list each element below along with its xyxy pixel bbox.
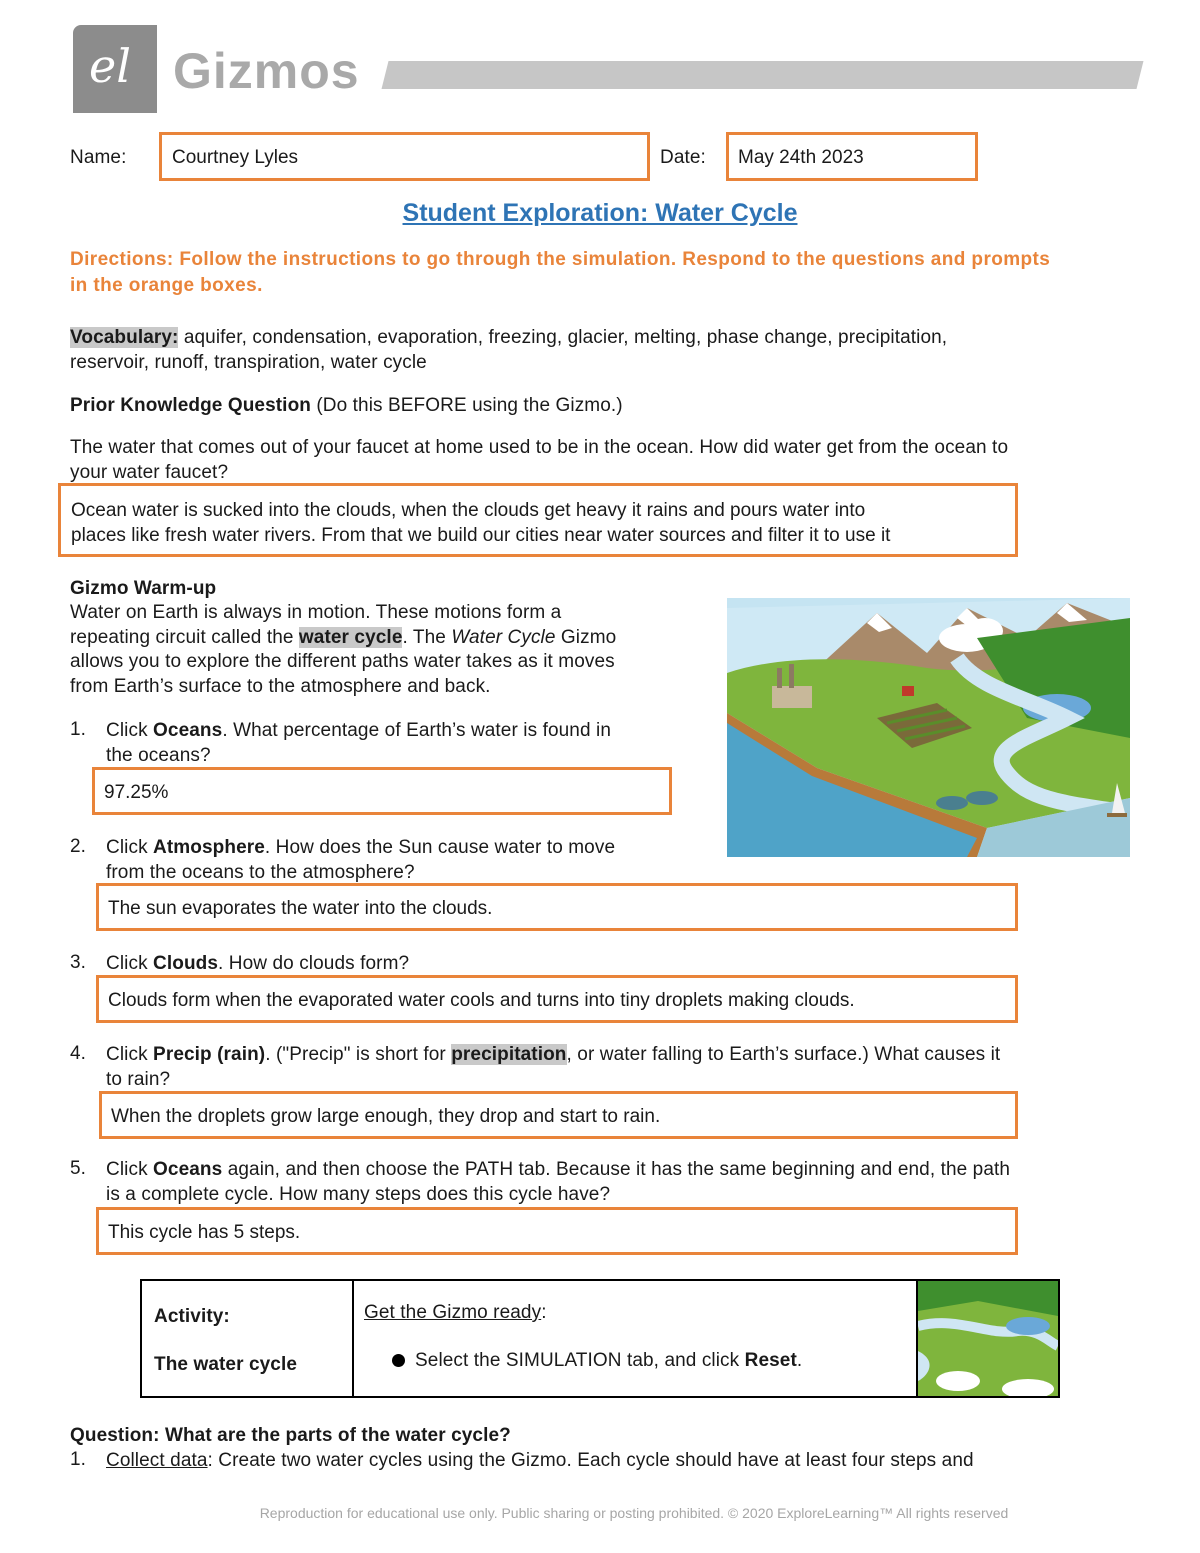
prior-answer-box[interactable] <box>58 483 1018 557</box>
q1-bold: Oceans <box>153 720 223 741</box>
activity-thumbnail <box>918 1281 1058 1396</box>
date-label: Date: <box>660 147 706 168</box>
warmup-line3: allows you to explore the different paths water takes as it moves <box>70 651 615 672</box>
q3-post: . How do clouds form? <box>218 953 410 974</box>
warmup-paragraph <box>70 601 710 699</box>
prior-answer <box>71 499 890 548</box>
q3-bold: Clouds <box>153 953 219 974</box>
q4-mid: . ("Precip" is short for <box>265 1044 452 1065</box>
q2-number: 2. <box>70 836 86 857</box>
q4-bold: Precip (rain) <box>153 1044 266 1065</box>
bullet-dot <box>392 1354 405 1367</box>
q1-line2: the oceans? <box>106 744 211 766</box>
q1-pre: Click <box>106 720 154 741</box>
directions: Directions: Follow the instructions to go through the simulation. Respond to the questions and prompts in the orange boxes. <box>70 249 1051 296</box>
brand-name: Gizmos <box>173 43 360 99</box>
name-field[interactable] <box>159 132 650 181</box>
activity-name: The water cycle <box>154 1354 298 1375</box>
prior-question-line1: The water that comes out of your faucet at home used to be in the ocean. How did water get from the ocean to <box>70 437 1009 458</box>
q3-pre: Click <box>106 953 154 974</box>
q3-text <box>106 952 1006 977</box>
logo-mark-text: el <box>89 39 131 93</box>
prior-heading-row <box>70 394 623 419</box>
warmup-heading: Gizmo Warm-up <box>70 578 217 599</box>
prior-question <box>70 436 1150 485</box>
ready-colon: : <box>541 1302 547 1323</box>
warmup-italic: Water Cycle <box>451 626 556 648</box>
warmup-line4: from Earth’s surface to the atmosphere and back. <box>70 675 491 697</box>
ready-heading: Get the Gizmo ready <box>364 1302 542 1323</box>
activity-label: Activity: <box>154 1306 230 1327</box>
bullet-pre: Select the SIMULATION tab, and click <box>415 1350 745 1371</box>
q5-answer-box[interactable] <box>96 1207 1018 1255</box>
q4-text <box>106 1043 1146 1092</box>
reset-bold: Reset <box>744 1350 797 1371</box>
warmup-line2a: repeating circuit called the <box>70 626 299 648</box>
warmup-line2b: . The <box>402 626 452 648</box>
collect-data-link: Collect data <box>106 1450 208 1471</box>
q4-answer-box[interactable] <box>99 1091 1018 1139</box>
q2-bold: Atmosphere <box>153 837 265 858</box>
q5-line2: is a complete cycle. How many steps does this cycle have? <box>106 1183 611 1205</box>
name-label: Name: <box>70 147 127 168</box>
q1-text <box>106 719 696 768</box>
water-cycle-illustration <box>727 598 1130 857</box>
q5-text <box>106 1158 1146 1207</box>
activity-table <box>140 1279 1060 1398</box>
q2-line2: from the oceans to the atmosphere? <box>106 861 415 883</box>
page-title: Student Exploration: Water Cycle <box>402 199 798 227</box>
q1-answer: 97.25% <box>104 782 169 803</box>
activity-cell-left <box>142 1281 354 1396</box>
q4-pre: Click <box>106 1044 154 1065</box>
q2-pre: Click <box>106 837 154 858</box>
collect-data-text <box>106 1449 1146 1474</box>
prior-answer-line2: places like fresh water rivers. From that we build our cities near water sources and filter it to use it <box>71 524 891 546</box>
prior-question-line2: your water faucet? <box>70 461 229 483</box>
q5-bold: Oceans <box>153 1159 223 1180</box>
q3-number: 3. <box>70 952 86 973</box>
vocabulary <box>70 326 1130 375</box>
q3-answer-box[interactable] <box>96 975 1018 1023</box>
vocabulary-line1: aquifer, condensation, evaporation, freezing, glacier, melting, phase change, precipitation, <box>178 327 948 348</box>
ready-bullet <box>392 1349 802 1374</box>
collect-data-number: 1. <box>70 1449 86 1470</box>
date-field[interactable] <box>726 132 978 181</box>
q4-post: , or water falling to Earth’s surface.) What causes it <box>566 1044 1001 1065</box>
q2-answer-box[interactable] <box>96 883 1018 931</box>
q5-pre: Click <box>106 1159 154 1180</box>
q1-post: . What percentage of Earth’s water is found in <box>222 720 611 741</box>
header-bar <box>382 61 1144 89</box>
warmup-line2c: Gizmo <box>555 626 617 648</box>
q1-number: 1. <box>70 719 86 740</box>
ready-heading-row <box>364 1301 547 1326</box>
q5-number: 5. <box>70 1158 86 1179</box>
activity-cell-middle <box>354 1281 918 1396</box>
vocabulary-line2: reservoir, runoff, transpiration, water cycle <box>70 351 427 373</box>
prior-answer-line1: Ocean water is sucked into the clouds, when the clouds get heavy it rains and pours water into <box>71 500 866 521</box>
prior-heading: Prior Knowledge Question <box>70 395 311 416</box>
warmup-line1: Water on Earth is always in motion. These motions form a <box>70 602 562 623</box>
footer: Reproduction for educational use only. Public sharing or posting prohibited. © 2020 ExploreLearning™ All rights reserved <box>259 1505 1009 1521</box>
q4-number: 4. <box>70 1043 86 1064</box>
water-cycle-term: water cycle <box>298 626 403 648</box>
collect-data-rest: : Create two water cycles using the Gizmo. Each cycle should have at least four steps and <box>207 1450 974 1471</box>
precipitation-term: precipitation <box>451 1044 567 1065</box>
q1-answer-box[interactable] <box>92 767 672 815</box>
question-heading: Question: What are the parts of the water cycle? <box>70 1425 511 1446</box>
name-value: Courtney Lyles <box>172 147 299 168</box>
q5-post: again, and then choose the PATH tab. Because it has the same beginning and end, the path <box>222 1159 1011 1180</box>
vocabulary-label: Vocabulary: <box>70 327 179 348</box>
date-value: May 24th 2023 <box>738 147 864 168</box>
logo-mark <box>73 25 157 113</box>
prior-heading-note: (Do this BEFORE using the Gizmo.) <box>310 395 623 416</box>
q2-post: . How does the Sun cause water to move <box>264 837 616 858</box>
q5-answer: This cycle has 5 steps. <box>108 1222 301 1243</box>
q3-answer: Clouds form when the evaporated water cools and turns into tiny droplets making clouds. <box>108 990 855 1011</box>
q2-text <box>106 836 706 885</box>
q4-line2: to rain? <box>106 1068 171 1090</box>
bullet-post: . <box>796 1350 803 1371</box>
q2-answer: The sun evaporates the water into the clouds. <box>108 898 493 919</box>
q4-answer: When the droplets grow large enough, they drop and start to rain. <box>111 1106 661 1127</box>
